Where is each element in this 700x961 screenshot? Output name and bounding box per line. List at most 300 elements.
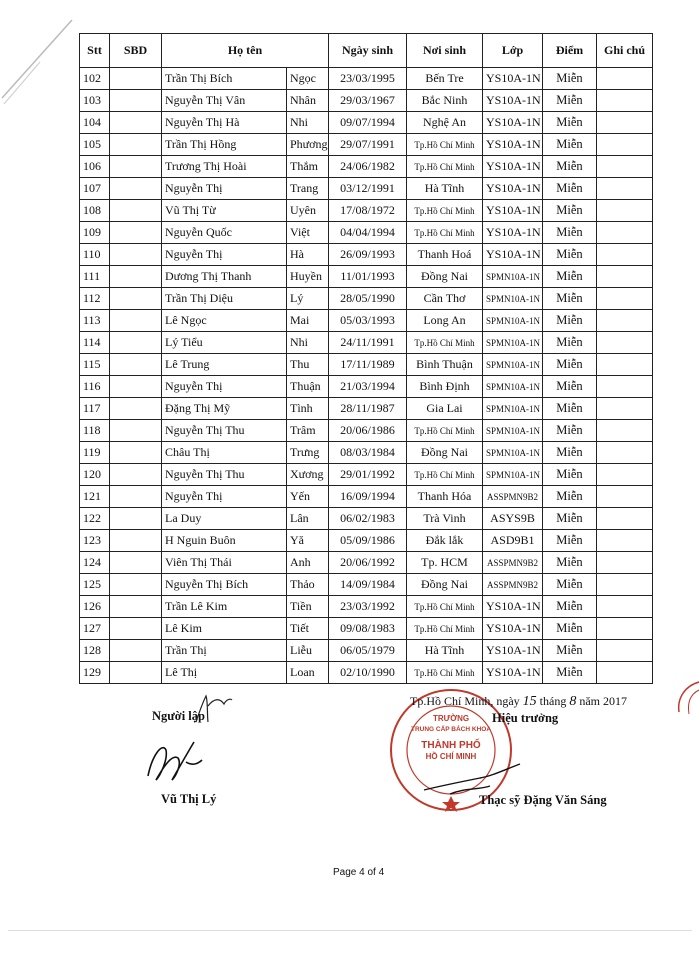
name-cell: Lê Thị: [162, 662, 287, 684]
name-cell: Trần Thị Diệu: [162, 288, 287, 310]
pob-cell: Tp. HCM: [407, 552, 483, 574]
sbd-cell: [110, 332, 162, 354]
dob-cell: 28/05/1990: [329, 288, 407, 310]
dob-cell: 05/09/1986: [329, 530, 407, 552]
dob-cell: 28/11/1987: [329, 398, 407, 420]
sbd-cell: [110, 508, 162, 530]
table-row: [80, 640, 653, 662]
dob-cell: 23/03/1995: [329, 68, 407, 90]
given-name-cell: Nhân: [287, 90, 329, 112]
name-cell: Nguyễn Thị: [162, 244, 287, 266]
name-cell: Nguyễn Thị Thu: [162, 420, 287, 442]
dob-cell: 09/08/1983: [329, 618, 407, 640]
given-name-cell: Thu: [287, 354, 329, 376]
table-row: [80, 266, 653, 288]
stt-cell: 128: [80, 640, 110, 662]
given-name-cell: Hà: [287, 244, 329, 266]
given-name-cell: Uyên: [287, 200, 329, 222]
class-cell: SPMN10A-1N: [483, 266, 543, 288]
sbd-cell: [110, 288, 162, 310]
sbd-cell: [110, 574, 162, 596]
stt-cell: 110: [80, 244, 110, 266]
dob-cell: 29/07/1991: [329, 134, 407, 156]
partial-seal-edge: [655, 680, 700, 720]
score-cell: Miễn: [543, 530, 597, 552]
class-cell: YS10A-1N: [483, 596, 543, 618]
table-row: [80, 596, 653, 618]
note-cell: [597, 178, 653, 200]
dob-cell: 20/06/1986: [329, 420, 407, 442]
table-row: [80, 530, 653, 552]
name-cell: Trần Thị: [162, 640, 287, 662]
stt-cell: 107: [80, 178, 110, 200]
stt-cell: 118: [80, 420, 110, 442]
note-cell: [597, 574, 653, 596]
pob-cell: Tp.Hồ Chí Minh: [407, 662, 483, 684]
score-cell: Miễn: [543, 90, 597, 112]
pob-cell: Bình Thuận: [407, 354, 483, 376]
stt-cell: 102: [80, 68, 110, 90]
given-name-cell: Trang: [287, 178, 329, 200]
sbd-cell: [110, 662, 162, 684]
note-cell: [597, 486, 653, 508]
sbd-cell: [110, 266, 162, 288]
class-cell: YS10A-1N: [483, 68, 543, 90]
student-table: [79, 33, 653, 684]
table-row: [80, 354, 653, 376]
note-cell: [597, 134, 653, 156]
given-name-cell: Thắm: [287, 156, 329, 178]
table-row: [80, 464, 653, 486]
stt-cell: 105: [80, 134, 110, 156]
dob-cell: 21/03/1994: [329, 376, 407, 398]
pob-cell: Tp.Hồ Chí Minh: [407, 596, 483, 618]
stt-cell: 122: [80, 508, 110, 530]
note-cell: [597, 112, 653, 134]
score-cell: Miễn: [543, 596, 597, 618]
score-cell: Miễn: [543, 354, 597, 376]
sbd-cell: [110, 178, 162, 200]
pob-cell: Bến Tre: [407, 68, 483, 90]
table-row: [80, 156, 653, 178]
seal-line-1: TRƯỜNG: [432, 714, 470, 723]
score-cell: Miễn: [543, 574, 597, 596]
pob-cell: Long An: [407, 310, 483, 332]
class-cell: SPMN10A-1N: [483, 332, 543, 354]
dob-cell: 29/01/1992: [329, 464, 407, 486]
note-cell: [597, 662, 653, 684]
given-name-cell: Loan: [287, 662, 329, 684]
note-cell: [597, 354, 653, 376]
table-row: [80, 244, 653, 266]
class-cell: YS10A-1N: [483, 640, 543, 662]
page-number: Page 4 of 4: [333, 867, 385, 878]
sbd-cell: [110, 310, 162, 332]
given-name-cell: Tiết: [287, 618, 329, 640]
score-cell: Miễn: [543, 398, 597, 420]
stt-cell: 123: [80, 530, 110, 552]
score-cell: Miễn: [543, 112, 597, 134]
class-cell: ASD9B1: [483, 530, 543, 552]
table-row: [80, 552, 653, 574]
dob-cell: 17/11/1989: [329, 354, 407, 376]
stt-cell: 124: [80, 552, 110, 574]
stt-cell: 104: [80, 112, 110, 134]
table-row: [80, 68, 653, 90]
name-cell: Đặng Thị Mỹ: [162, 398, 287, 420]
score-cell: Miễn: [543, 552, 597, 574]
score-cell: Miễn: [543, 442, 597, 464]
dob-cell: 24/11/1991: [329, 332, 407, 354]
sbd-cell: [110, 112, 162, 134]
dob-cell: 06/05/1979: [329, 640, 407, 662]
pob-cell: Trà Vinh: [407, 508, 483, 530]
note-cell: [597, 442, 653, 464]
score-cell: Miễn: [543, 266, 597, 288]
name-cell: Nguyễn Thị Hà: [162, 112, 287, 134]
class-cell: YS10A-1N: [483, 662, 543, 684]
note-cell: [597, 464, 653, 486]
stt-cell: 121: [80, 486, 110, 508]
class-cell: SPMN10A-1N: [483, 442, 543, 464]
preparer-name: Vũ Thị Lý: [161, 792, 217, 806]
name-cell: Lê Kim: [162, 618, 287, 640]
score-cell: Miễn: [543, 486, 597, 508]
note-cell: [597, 552, 653, 574]
pob-cell: Tp.Hồ Chí Minh: [407, 222, 483, 244]
name-cell: Nguyễn Quốc: [162, 222, 287, 244]
score-cell: Miễn: [543, 332, 597, 354]
name-cell: Viên Thị Thái: [162, 552, 287, 574]
stt-cell: 111: [80, 266, 110, 288]
score-cell: Miễn: [543, 288, 597, 310]
score-cell: Miễn: [543, 420, 597, 442]
table-row: [80, 134, 653, 156]
note-cell: [597, 266, 653, 288]
pob-cell: Thanh Hoá: [407, 244, 483, 266]
sbd-cell: [110, 398, 162, 420]
pob-cell: Tp.Hồ Chí Minh: [407, 156, 483, 178]
score-cell: Miễn: [543, 640, 597, 662]
given-name-cell: Việt: [287, 222, 329, 244]
pob-cell: Đồng Nai: [407, 574, 483, 596]
sbd-cell: [110, 640, 162, 662]
name-cell: Lê Ngọc: [162, 310, 287, 332]
score-cell: Miễn: [543, 662, 597, 684]
score-cell: Miễn: [543, 222, 597, 244]
name-cell: Nguyễn Thị Bích: [162, 574, 287, 596]
stt-cell: 106: [80, 156, 110, 178]
header-ngay-sinh: Ngày sinh: [329, 34, 407, 68]
score-cell: Miễn: [543, 310, 597, 332]
note-cell: [597, 68, 653, 90]
sbd-cell: [110, 464, 162, 486]
pob-cell: Nghệ An: [407, 112, 483, 134]
dob-cell: 09/07/1994: [329, 112, 407, 134]
score-cell: Miễn: [543, 178, 597, 200]
stt-cell: 112: [80, 288, 110, 310]
seal-line-3: THÀNH PHỐ: [421, 740, 481, 751]
header-lop: Lớp: [483, 34, 543, 68]
dob-cell: 04/04/1994: [329, 222, 407, 244]
score-cell: Miễn: [543, 508, 597, 530]
class-cell: ASSPMN9B2: [483, 486, 543, 508]
sbd-cell: [110, 442, 162, 464]
pob-cell: Hà Tĩnh: [407, 178, 483, 200]
header-sbd: SBD: [110, 34, 162, 68]
name-cell: Nguyễn Thị Vân: [162, 90, 287, 112]
given-name-cell: Yă: [287, 530, 329, 552]
table-row: [80, 90, 653, 112]
dob-cell: 24/06/1982: [329, 156, 407, 178]
date-day: 15: [522, 694, 537, 709]
class-cell: SPMN10A-1N: [483, 420, 543, 442]
preparer-title: Người lập: [152, 709, 205, 723]
name-cell: Nguyễn Thị Thu: [162, 464, 287, 486]
sbd-cell: [110, 420, 162, 442]
stt-cell: 126: [80, 596, 110, 618]
given-name-cell: Ngọc: [287, 68, 329, 90]
given-name-cell: Huyền: [287, 266, 329, 288]
table-row: [80, 310, 653, 332]
sbd-cell: [110, 486, 162, 508]
sbd-cell: [110, 552, 162, 574]
stt-cell: 117: [80, 398, 110, 420]
pob-cell: Thanh Hóa: [407, 486, 483, 508]
dob-cell: 26/09/1993: [329, 244, 407, 266]
sbd-cell: [110, 68, 162, 90]
sbd-cell: [110, 530, 162, 552]
table-row: [80, 508, 653, 530]
class-cell: YS10A-1N: [483, 178, 543, 200]
note-cell: [597, 90, 653, 112]
note-cell: [597, 310, 653, 332]
header-stt: Stt: [80, 34, 110, 68]
given-name-cell: Thuận: [287, 376, 329, 398]
sbd-cell: [110, 222, 162, 244]
given-name-cell: Tình: [287, 398, 329, 420]
pob-cell: Tp.Hồ Chí Minh: [407, 134, 483, 156]
preparer-signature: [142, 736, 204, 788]
class-cell: ASSPMN9B2: [483, 574, 543, 596]
note-cell: [597, 222, 653, 244]
date-month: 8: [569, 694, 577, 709]
note-cell: [597, 508, 653, 530]
name-cell: Vũ Thị Từ: [162, 200, 287, 222]
dob-cell: 20/06/1992: [329, 552, 407, 574]
name-cell: La Duy: [162, 508, 287, 530]
score-cell: Miễn: [543, 244, 597, 266]
table-row: [80, 442, 653, 464]
table-row: [80, 200, 653, 222]
class-cell: SPMN10A-1N: [483, 398, 543, 420]
pob-cell: Tp.Hồ Chí Minh: [407, 618, 483, 640]
score-cell: Miễn: [543, 156, 597, 178]
stt-cell: 113: [80, 310, 110, 332]
preparer-initial-signature: [190, 692, 234, 726]
table-row: [80, 662, 653, 684]
table-row: [80, 618, 653, 640]
name-cell: Nguyễn Thị: [162, 486, 287, 508]
note-cell: [597, 420, 653, 442]
stt-cell: 120: [80, 464, 110, 486]
name-cell: Trương Thị Hoài: [162, 156, 287, 178]
pob-cell: Gia Lai: [407, 398, 483, 420]
class-cell: SPMN10A-1N: [483, 354, 543, 376]
class-cell: YS10A-1N: [483, 90, 543, 112]
dob-cell: 03/12/1991: [329, 178, 407, 200]
score-cell: Miễn: [543, 376, 597, 398]
name-cell: Nguyễn Thị: [162, 376, 287, 398]
stt-cell: 127: [80, 618, 110, 640]
given-name-cell: Mai: [287, 310, 329, 332]
score-cell: Miễn: [543, 618, 597, 640]
table-header-row: [80, 34, 653, 68]
note-cell: [597, 640, 653, 662]
name-cell: Trần Thị Hồng: [162, 134, 287, 156]
stt-cell: 116: [80, 376, 110, 398]
table-row: [80, 112, 653, 134]
note-cell: [597, 530, 653, 552]
header-diem: Điểm: [543, 34, 597, 68]
given-name-cell: Anh: [287, 552, 329, 574]
class-cell: YS10A-1N: [483, 200, 543, 222]
note-cell: [597, 618, 653, 640]
sbd-cell: [110, 354, 162, 376]
stt-cell: 129: [80, 662, 110, 684]
table-row: [80, 222, 653, 244]
score-cell: Miễn: [543, 134, 597, 156]
pob-cell: Đồng Nai: [407, 266, 483, 288]
stt-cell: 115: [80, 354, 110, 376]
sbd-cell: [110, 618, 162, 640]
class-cell: SPMN10A-1N: [483, 464, 543, 486]
pob-cell: Hà Tĩnh: [407, 640, 483, 662]
table-row: [80, 178, 653, 200]
sbd-cell: [110, 244, 162, 266]
name-cell: Nguyễn Thị: [162, 178, 287, 200]
name-cell: Dương Thị Thanh: [162, 266, 287, 288]
sbd-cell: [110, 90, 162, 112]
scan-edge-line: [8, 930, 692, 931]
stt-cell: 109: [80, 222, 110, 244]
note-cell: [597, 332, 653, 354]
pob-cell: Tp.Hồ Chí Minh: [407, 332, 483, 354]
given-name-cell: Nhi: [287, 112, 329, 134]
stt-cell: 108: [80, 200, 110, 222]
table-row: [80, 398, 653, 420]
dob-cell: 05/03/1993: [329, 310, 407, 332]
class-cell: ASYS9B: [483, 508, 543, 530]
seal-line-4: HỒ CHÍ MINH: [425, 752, 477, 761]
table-row: [80, 332, 653, 354]
seal-line-2: TRUNG CẤP BÁCH KHOA: [410, 726, 492, 733]
name-cell: Châu Thị: [162, 442, 287, 464]
principal-name: Thạc sỹ Đặng Văn Sáng: [479, 793, 607, 807]
dob-cell: 06/02/1983: [329, 508, 407, 530]
pob-cell: Tp.Hồ Chí Minh: [407, 420, 483, 442]
given-name-cell: Tiền: [287, 596, 329, 618]
stt-cell: 114: [80, 332, 110, 354]
given-name-cell: Phương: [287, 134, 329, 156]
sbd-cell: [110, 156, 162, 178]
note-cell: [597, 156, 653, 178]
class-cell: YS10A-1N: [483, 134, 543, 156]
dob-cell: 29/03/1967: [329, 90, 407, 112]
table-row: [80, 574, 653, 596]
note-cell: [597, 244, 653, 266]
dob-cell: 17/08/1972: [329, 200, 407, 222]
table-row: [80, 376, 653, 398]
name-cell: H Nguin Buôn: [162, 530, 287, 552]
dob-cell: 11/01/1993: [329, 266, 407, 288]
class-cell: YS10A-1N: [483, 112, 543, 134]
name-cell: Trần Lê Kim: [162, 596, 287, 618]
stt-cell: 119: [80, 442, 110, 464]
stt-cell: 125: [80, 574, 110, 596]
sbd-cell: [110, 376, 162, 398]
class-cell: YS10A-1N: [483, 222, 543, 244]
note-cell: [597, 398, 653, 420]
pob-cell: Đắk lắk: [407, 530, 483, 552]
note-cell: [597, 596, 653, 618]
dob-cell: 14/09/1984: [329, 574, 407, 596]
sbd-cell: [110, 134, 162, 156]
given-name-cell: Liễu: [287, 640, 329, 662]
name-cell: Trần Thị Bích: [162, 68, 287, 90]
header-ghi-chu: Ghi chú: [597, 34, 653, 68]
dob-cell: 02/10/1990: [329, 662, 407, 684]
sbd-cell: [110, 200, 162, 222]
pob-cell: Bắc Ninh: [407, 90, 483, 112]
table-row: [80, 288, 653, 310]
dob-cell: 23/03/1992: [329, 596, 407, 618]
pob-cell: Tp.Hồ Chí Minh: [407, 464, 483, 486]
note-cell: [597, 288, 653, 310]
header-noi-sinh: Nơi sinh: [407, 34, 483, 68]
dob-cell: 16/09/1994: [329, 486, 407, 508]
given-name-cell: Lân: [287, 508, 329, 530]
given-name-cell: Trâm: [287, 420, 329, 442]
table-row: [80, 486, 653, 508]
class-cell: SPMN10A-1N: [483, 376, 543, 398]
given-name-cell: Xương: [287, 464, 329, 486]
dob-cell: 08/03/1984: [329, 442, 407, 464]
given-name-cell: Lý: [287, 288, 329, 310]
place-date: Tp.Hồ Chí Minh, ngày 15 tháng 8 năm 2017: [410, 694, 628, 709]
class-cell: YS10A-1N: [483, 618, 543, 640]
class-cell: SPMN10A-1N: [483, 288, 543, 310]
note-cell: [597, 200, 653, 222]
score-cell: Miễn: [543, 68, 597, 90]
score-cell: Miễn: [543, 464, 597, 486]
sbd-cell: [110, 596, 162, 618]
score-cell: Miễn: [543, 200, 597, 222]
given-name-cell: Thảo: [287, 574, 329, 596]
pob-cell: Tp.Hồ Chí Minh: [407, 200, 483, 222]
note-cell: [597, 376, 653, 398]
name-cell: Lê Trung: [162, 354, 287, 376]
pob-cell: Đồng Nai: [407, 442, 483, 464]
class-cell: YS10A-1N: [483, 156, 543, 178]
table-row: [80, 420, 653, 442]
stt-cell: 103: [80, 90, 110, 112]
pob-cell: Bình Định: [407, 376, 483, 398]
given-name-cell: Nhi: [287, 332, 329, 354]
principal-title: Hiệu trưởng: [492, 711, 559, 725]
class-cell: YS10A-1N: [483, 244, 543, 266]
pob-cell: Cần Thơ: [407, 288, 483, 310]
